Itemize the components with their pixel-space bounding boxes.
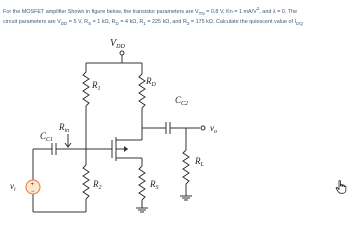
r1-label: $R_1$ (92, 80, 101, 92)
cc2-label: $C_{C2}$ (175, 95, 189, 107)
rl-resistor (183, 150, 189, 184)
rs-label: $R_S$ (150, 179, 159, 191)
rl-label: $R_L$ (195, 156, 204, 168)
question-line-2: circuit parameters are $V_{DD} = 5$ V, $R_S = 1$ kΩ, $R_D = 4$ kΩ, $R_1 = 225$ kΩ, and $R_2 = 175$ kΩ. Calculate the quiescent value of $I_{DQ}$ (3, 18, 303, 26)
hand-pointer-icon (335, 180, 347, 194)
rin-label: $R_{in}$ (59, 122, 70, 134)
vi-plus-sign: + (30, 182, 35, 188)
r1-resistor (83, 72, 89, 106)
vdd-label: $V_{DD}$ (110, 38, 125, 50)
mosfet-arrow (124, 146, 128, 152)
vo-terminal (201, 126, 205, 130)
question-line-1: For the MOSFET amplifier Shown in figure below, the transistor parameters are $V_{TN} = 0.8$ V, Kn = 1 $mA/V^2$, and λ = 0. The (3, 6, 298, 16)
r2-resistor (83, 165, 89, 199)
ground-symbol (180, 196, 192, 200)
rs-resistor (139, 166, 145, 200)
vo-label: $v_o$ (210, 123, 217, 135)
ground-symbol (136, 208, 148, 212)
r2-label: $R_2$ (93, 179, 102, 191)
vi-minus-sign: − (31, 189, 35, 195)
cc1-label: $C_{C1}$ (40, 131, 54, 143)
vi-label: $v_i$ (10, 181, 16, 193)
rd-label: $R_D$ (146, 76, 156, 88)
rd-resistor (139, 74, 145, 108)
vdd-terminal (120, 51, 124, 55)
